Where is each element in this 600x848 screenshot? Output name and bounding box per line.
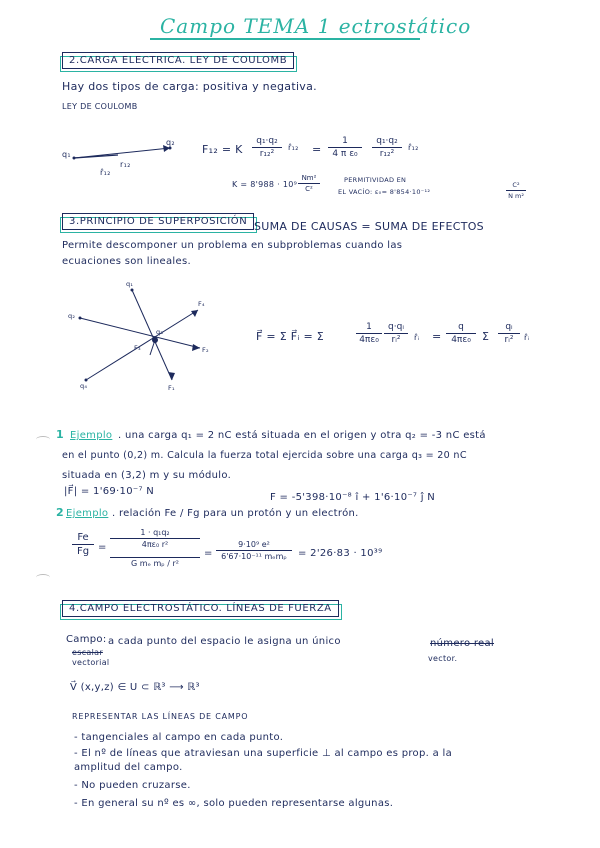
ex2-ratio <box>72 532 94 557</box>
ex2-fg: Fg <box>76 546 90 557</box>
coulomb-r12-label: r₁₂ <box>120 160 131 169</box>
sp-frac-c-den: 4πε₀ <box>451 335 471 345</box>
field-def-vector: vector. <box>428 654 458 663</box>
line-q1-f1 <box>132 290 172 380</box>
coulomb-frac2-num: 1 <box>342 136 348 146</box>
superposition-text-1: Permite descomponer un problema en subproblemas cuando las <box>62 240 403 251</box>
sp-frac-b <box>384 322 408 345</box>
ex2-frac2-den: 6'67·10⁻¹¹ mₑmₚ <box>221 552 287 561</box>
coulomb-frac2-den: 4 π ε₀ <box>332 149 358 159</box>
coulomb-q1-label: q₁ <box>62 150 71 159</box>
coulomb-frac1-num: q₁·q₂ <box>256 136 278 146</box>
section-heading-superposition: 3.PRINCIPIO DE SUPERPOSICIÓN <box>62 213 254 230</box>
ex2-eq-sign-2: = <box>204 548 213 559</box>
central-charge-dot <box>152 337 158 343</box>
sp-frac-c <box>446 322 476 345</box>
coulomb-frac1-den: r₁₂² <box>259 149 275 159</box>
ex2-frac1-num: 1 · q₁q₂ <box>140 528 170 537</box>
exercise-2-number: 2 <box>56 506 64 519</box>
sp-q1-label: q₁ <box>126 280 134 288</box>
field-lines-bullet-3: amplitud del campo. <box>74 762 183 773</box>
permittivity-units-num: C² <box>512 181 520 189</box>
section-heading-field: 4.CAMPO ELECTROSTÁTICO. LÍNEAS DE FUERZA <box>62 600 339 617</box>
ex2-frac1-den-bottom: G mₑ mₚ / r² <box>131 559 179 568</box>
coulomb-vec-2: r̂₁₂ <box>408 143 419 152</box>
coulomb-frac3-den: r₁₂² <box>379 149 395 159</box>
sp-f2-label: F₂ <box>202 346 209 354</box>
k-units-num: Nm² <box>301 174 317 182</box>
sp-f1-label: F₁ <box>168 384 175 392</box>
field-lines-bullet-2: - El nº de líneas que atraviesan una superficie ⊥ al campo es prop. a la <box>74 748 452 759</box>
field-lines-heading: REPRESENTAR LAS LÍNEAS DE CAMPO <box>72 712 249 721</box>
ex2-frac2-num: 9·10⁹ e² <box>238 540 270 549</box>
permittivity-value: EL VACÍO: ε₀= 8'854·10⁻¹² <box>338 188 431 196</box>
field-def-vectorial: vectorial <box>72 658 110 667</box>
exercise-1-label: Ejemplo <box>70 430 113 441</box>
sp-q3-label: q₃ <box>156 328 164 336</box>
exercise-1-number: 1 <box>56 428 64 441</box>
sp-frac-b-den: rᵢ² <box>391 335 401 345</box>
sp-vec-2: r̂ᵢ <box>524 333 530 342</box>
sp-q2-label: q₂ <box>68 312 76 320</box>
ex2-result: = 2'26·83 · 10³⁹ <box>298 548 383 559</box>
exercise-1-line-3: situada en (3,2) m y su módulo. <box>62 470 232 481</box>
margin-mark-1 <box>36 436 50 443</box>
sp-vec-1: r̂ᵢ <box>414 333 420 342</box>
sp-sum-symbol: Σ <box>482 330 490 343</box>
sp-equals: = <box>432 330 442 343</box>
ex2-fe: Fe <box>77 532 89 543</box>
sp-frac-a <box>356 322 382 345</box>
superposition-formula-lhs: F⃗ = Σ F⃗ᵢ = Σ <box>256 330 325 343</box>
sp-f4-label: F₄ <box>198 300 205 308</box>
coulomb-equals: = <box>312 143 322 156</box>
coulomb-u12-label: r̂₁₂ <box>100 168 111 177</box>
line-q4-f4 <box>86 310 198 380</box>
coulomb-formula-lhs: F₁₂ = K <box>202 143 243 156</box>
sp-frac-c-num: q <box>458 322 464 332</box>
ex2-fraction-2 <box>216 540 292 561</box>
ex2-fraction-1 <box>110 528 200 568</box>
page-title: Campo TEMA 1 ectrostático <box>160 14 472 38</box>
section-heading-coulomb: 2.CARGA ELECTRICA. LEY DE COULOMB <box>62 52 294 69</box>
exercise-2-label: Ejemplo <box>66 508 109 519</box>
coulomb-frac3-num: q₁·q₂ <box>376 136 398 146</box>
charge-types-text: Hay dos tipos de carga: positiva y negativa. <box>62 80 317 93</box>
ex2-eq-sign-1: = <box>98 542 107 553</box>
exercise-1-line-2: en el punto (0,2) m. Calcula la fuerza total ejercida sobre una carga q₃ = 20 nC <box>62 450 467 461</box>
sp-frac-d-num: qᵢ <box>505 322 513 332</box>
field-def-strike: número real <box>430 638 495 649</box>
exercise-1-line-1: . una carga q₁ = 2 nC está situada en el origen y otra q₂ = -3 nC está <box>118 430 486 441</box>
exercise-1-result-modulus: |F⃗| = 1'69·10⁻⁷ N <box>64 486 155 497</box>
coulomb-q2-label: q₂ <box>166 138 175 147</box>
exercise-2-line-1: . relación Fe / Fg para un protón y un electrón. <box>112 508 359 519</box>
sp-frac-d-den: rᵢ² <box>504 335 514 345</box>
exercise-1-result-vector: F = -5'398·10⁻⁸ î + 1'6·10⁻⁷ ĵ N <box>270 492 436 503</box>
field-lines-bullet-5: - En general su nº es ∞, solo pueden representarse algunas. <box>74 798 394 809</box>
sp-frac-b-num: q·qᵢ <box>388 322 404 332</box>
field-lines-bullet-1: - tangenciales al campo en cada punto. <box>74 732 284 743</box>
field-def-strike-escalar: escalar <box>72 648 103 657</box>
coulomb-law-label: LEY DE COULOMB <box>62 102 138 111</box>
sp-frac-a-den: 4πε₀ <box>359 335 379 345</box>
ex2-frac1-den-top: 4πε₀ r² <box>141 540 169 549</box>
field-def-text: a cada punto del espacio le asigna un único <box>108 636 341 647</box>
coulomb-vec-1: r̂₁₂ <box>288 143 299 152</box>
field-def-label: Campo: <box>66 634 107 645</box>
k-units-den: C² <box>305 185 313 193</box>
sp-frac-a-num: 1 <box>366 322 372 332</box>
superposition-text-2: ecuaciones son lineales. <box>62 256 191 267</box>
vector-field-equation: V⃗ (x,y,z) ∈ U ⊂ ℝ³ ⟶ ℝ³ <box>70 682 200 693</box>
permittivity-label: PERMITIVIDAD EN <box>344 176 407 184</box>
superposition-slogan: SUMA DE CAUSAS = SUMA DE EFECTOS <box>254 220 484 233</box>
margin-mark-2 <box>36 574 50 581</box>
field-lines-bullet-4: - No pueden cruzarse. <box>74 780 191 791</box>
sp-f3-label: F₃ <box>134 344 141 352</box>
sp-q4-label: q₄ <box>80 382 88 390</box>
k-constant-value: K = 8'988 · 10⁹ <box>232 180 298 189</box>
permittivity-units-den: N m² <box>508 192 524 200</box>
sp-frac-d <box>498 322 520 345</box>
